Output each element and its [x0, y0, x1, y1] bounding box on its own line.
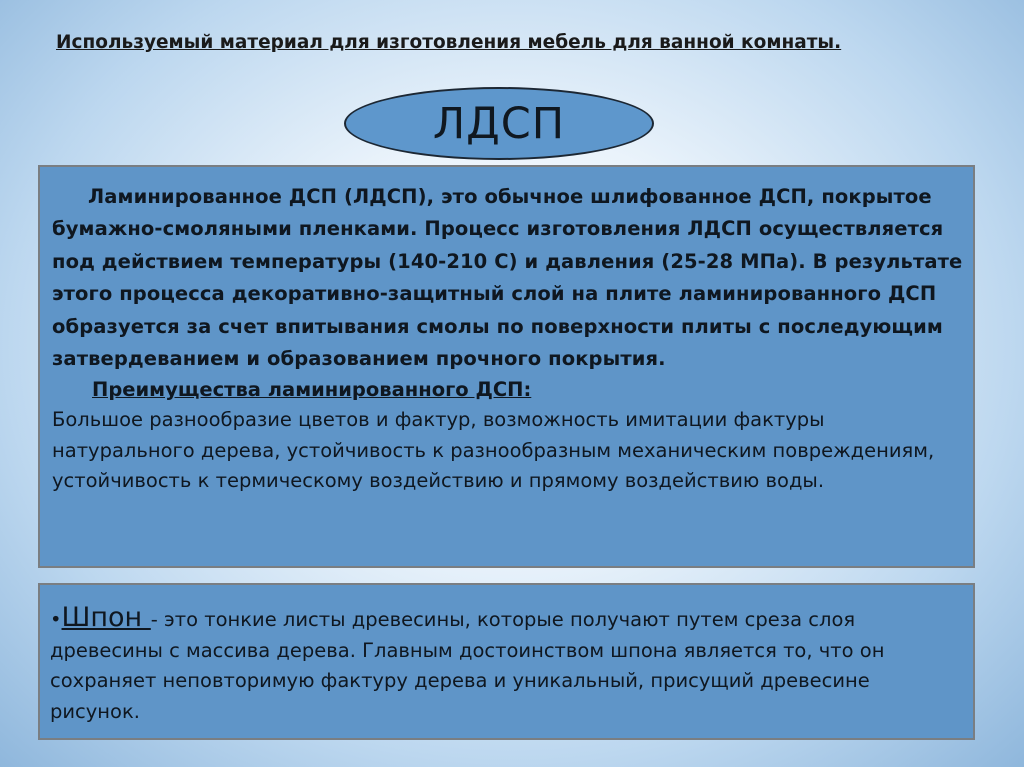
veneer-text: - это тонкие листы древесины, которые получают путем среза слоя древесины с массива дерева. Главным достоинством шпона является то, что он сохраняет неповторимую фактуру дерева и уникальный, присущий древесине рисунок. — [50, 608, 885, 723]
advantages-text: Большое разнообразие цветов и фактур, возможность имитации фактуры натурального дерева, устойчивость к разнообразным механическим повреждениям, устойчивость к термическому воздействию и прямому воздействию воды. — [52, 408, 935, 493]
advantages-heading — [52, 375, 963, 405]
veneer-box — [38, 583, 975, 740]
veneer-paragraph — [50, 603, 959, 727]
ldsp-description-box — [38, 165, 975, 568]
ldsp-description: Ламинированное ДСП (ЛДСП), это обычное шлифованное ДСП, покрытое бумажно-смоляными пленками. Процесс изготовления ЛДСП осуществляется под действием температуры (140-210 С) и давления (25-28 МПа). В результате этого процесса декоративно-защитный слой на плите ламинированного ДСП образуется за счет впитывания смолы по поверхности плиты с последующим затвердеванием и образованием прочного покрытия. — [52, 185, 963, 371]
bullet: • — [50, 608, 62, 631]
veneer-term: Шпон — [61, 602, 151, 633]
ldsp-label-oval — [344, 87, 654, 160]
advantages-heading-text: Преимущества ламинированного ДСП: — [92, 378, 532, 402]
oval-label: ЛДСП — [432, 98, 566, 149]
slide-title: Используемый материал для изготовления мебель для ванной комнаты. — [56, 32, 842, 53]
